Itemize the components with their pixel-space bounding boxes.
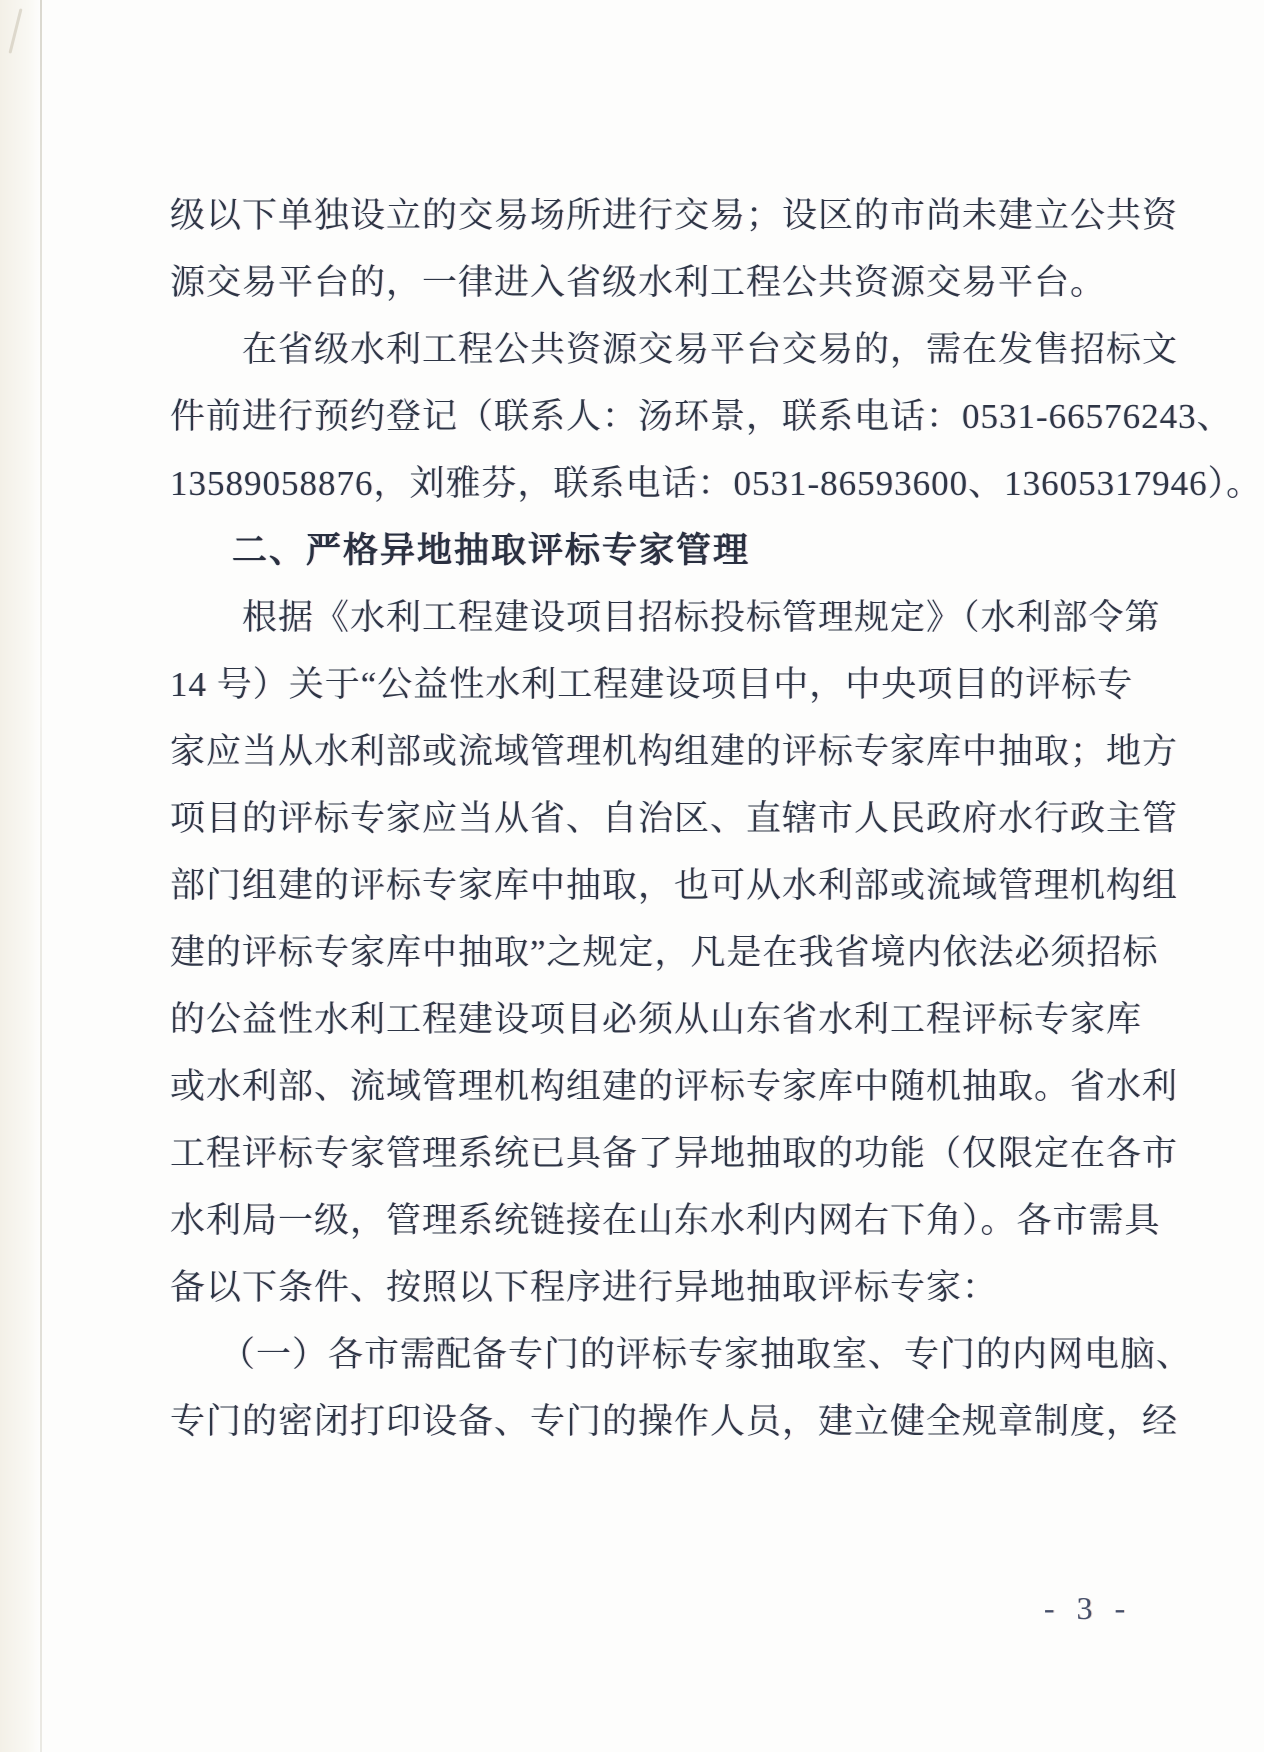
page-edge-seam — [40, 0, 42, 1752]
document-line: 的公益性水利工程建设项目必须从山东省水利工程评标专家库 — [170, 1000, 1143, 1039]
section-heading: 二、严格异地抽取评标专家管理 — [232, 531, 751, 570]
document-line: 专门的密闭打印设备、专门的操作人员，建立健全规章制度，经 — [170, 1402, 1179, 1441]
document-line: 件前进行预约登记（联系人：汤环景，联系电话：0531-66576243、 — [170, 397, 1233, 436]
document-line: 根据《水利工程建设项目招标投标管理规定》（水利部令第 — [242, 598, 1161, 637]
page-number: - 3 - — [1043, 1590, 1133, 1626]
document-line: 项目的评标专家应当从省、自治区、直辖市人民政府水行政主管 — [170, 799, 1179, 838]
document-line: 建的评标专家库中抽取”之规定，凡是在我省境内依法必须招标 — [170, 933, 1159, 972]
document-line: 13589058876，刘雅芬，联系电话：0531-86593600、13605317946）。 — [170, 464, 1263, 503]
document-line: 14 号）关于“公益性水利工程建设项目中，中央项目的评标专 — [170, 665, 1134, 704]
document-line: 在省级水利工程公共资源交易平台交易的，需在发售招标文 — [242, 330, 1179, 369]
document-line: 工程评标专家管理系统已具备了异地抽取的功能（仅限定在各市 — [170, 1134, 1179, 1173]
document-line: 水利局一级，管理系统链接在山东水利内网右下角）。各市需具 — [170, 1201, 1161, 1240]
page-left-edge — [0, 0, 40, 1752]
document-line: 家应当从水利部或流域管理机构组建的评标专家库中抽取；地方 — [170, 732, 1179, 771]
document-line: 或水利部、流域管理机构组建的评标专家库中随机抽取。省水利 — [170, 1067, 1179, 1106]
document-line: 级以下单独设立的交易场所进行交易；设区的市尚未建立公共资 — [170, 196, 1179, 235]
document-line: 部门组建的评标专家库中抽取，也可从水利部或流域管理机构组 — [170, 866, 1179, 905]
document-line: （一）各市需配备专门的评标专家抽取室、专门的内网电脑、 — [220, 1335, 1193, 1374]
document-body — [170, 182, 1263, 1455]
document-line: 源交易平台的，一律进入省级水利工程公共资源交易平台。 — [170, 263, 1107, 302]
document-line: 备以下条件、按照以下程序进行异地抽取评标专家： — [170, 1268, 999, 1307]
